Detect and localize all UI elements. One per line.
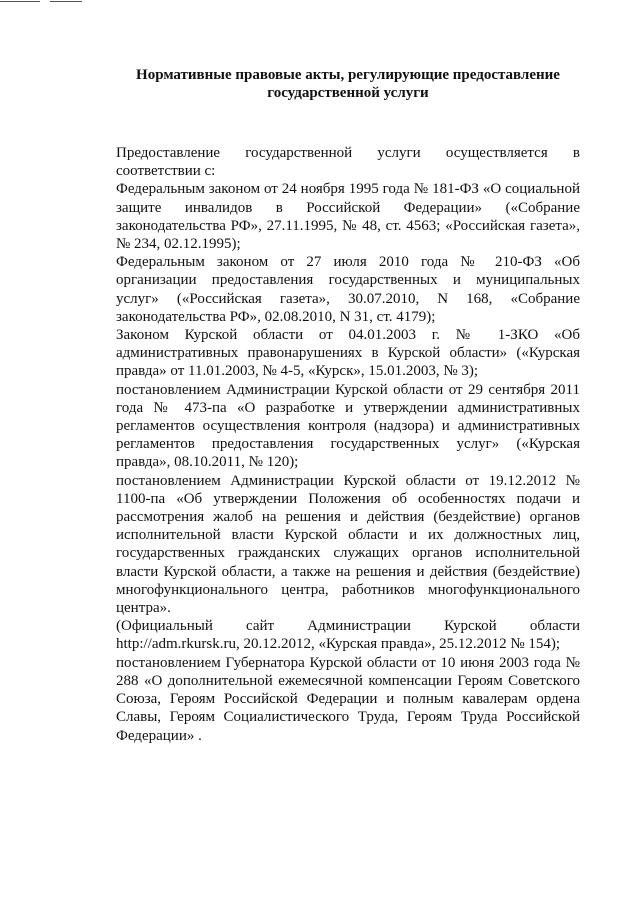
title-line-1: Нормативные правовые акты, регулирующие предоставление: [136, 67, 560, 83]
paragraph-resolution-1100: постановлением Администрации Курской области от 19.12.2012 № 1100-па «Об утверждении Положения об особенностях подачи и рассмотрения жалоб на решения и действия (бездействие) органов исполнительной власти Курской области и их должностных лиц, государственных гражданских служащих органов исполнительной власти Курской области, а также на решения и действия (бездействие) многофункционального центра, работников многофункционального центра».: [116, 472, 580, 617]
paragraph-governor-resolution-288: постановлением Губернатора Курской области от 10 июня 2003 года № 288 «О дополнительной ежемесячной компенсации Героям Советского Союза, Героям Российской Федерации и полным кавалерам ордена Славы, Героям Социалистического Труда, Героям Труда Российской Федерации» .: [116, 654, 580, 744]
document-title: [116, 66, 580, 102]
paragraph-intro: Предоставление государственной услуги осуществляется в соответствии с:: [116, 145, 580, 180]
paragraph-federal-law-181: Федеральным законом от 24 ноября 1995 года № 181-ФЗ «О социальной защите инвалидов в Российской Федерации» («Собрание законодательства РФ», 27.11.1995, № 48, ст. 4563; «Российская газета», № 234, 02.12.1995);: [116, 181, 580, 253]
paragraph-kursk-law-1zko: Законом Курской области от 04.01.2003 г. № 1-ЗКО «Об административных правонарушениях в Курской области» («Курская правда» от 11.01.2003, № 4-5, «Курск», 15.01.2003, № 3);: [116, 327, 580, 380]
paragraph-federal-law-210: Федеральным законом от 27 июля 2010 года № 210-ФЗ «Об организации предоставления государственных и муниципальных услуг» («Российская газета», 30.07.2010, N 168, «Собрание законодательства РФ», 02.08.2010, N 31, ст. 4179);: [116, 254, 580, 325]
paragraph-official-site: (Официальный сайт Администрации Курской области http://adm.rkursk.ru, 20.12.2012, «Курская правда», 25.12.2012 № 154);: [116, 618, 580, 653]
title-line-2: государственной услуги: [267, 85, 429, 101]
scan-edge-marks: [0, 0, 90, 3]
document-page: [116, 66, 580, 745]
paragraph-resolution-473: постановлением Администрации Курской области от 29 сентября 2011 года № 473-па «О разработке и утверждении административных регламентов осуществления контроля (надзора) и административных регламентов предоставления государственных услуг» («Курская правда», 08.10.2011, № 120);: [116, 381, 580, 471]
document-body: [116, 144, 580, 745]
